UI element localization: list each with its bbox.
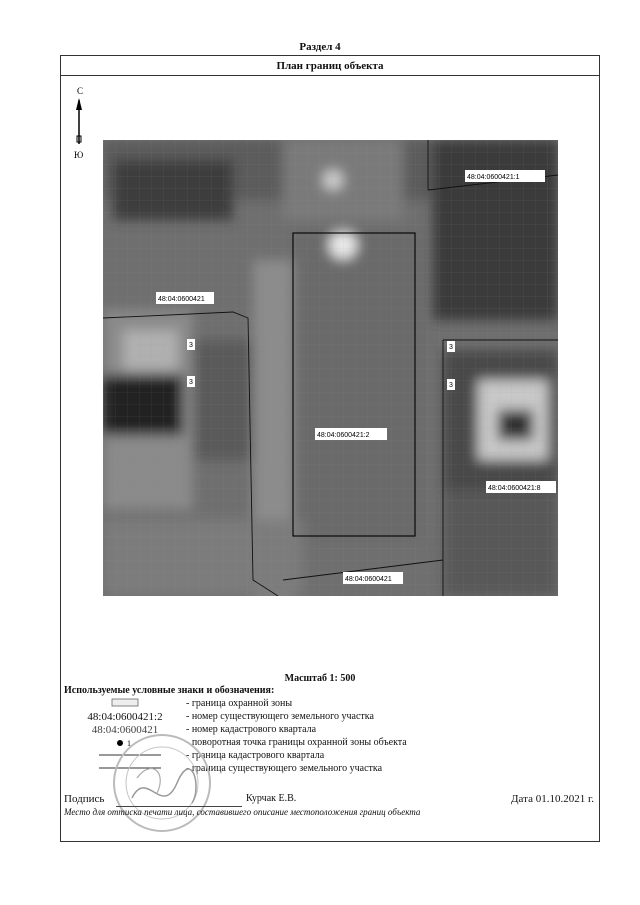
north-arrow-icon	[73, 86, 89, 162]
legend-symbol: 48:04:0600421	[91, 724, 159, 736]
legend-item	[70, 711, 490, 725]
legend-text: - граница существующего земельного участка	[186, 763, 383, 774]
point-label: 3	[189, 342, 193, 349]
map-image	[103, 140, 558, 596]
legend-text: - граница охранной зоны	[186, 698, 293, 709]
stamp-seal-image	[107, 728, 217, 843]
point-label: 3	[449, 344, 453, 351]
compass-north: С	[77, 86, 84, 96]
parcel-label-right: 48:04:0600421:8	[488, 485, 541, 492]
stamp-caption: Место для оттиска печати лица, составившего описание местоположения границ объекта	[64, 807, 421, 817]
legend-symbol: 1	[127, 739, 131, 748]
legend-item	[70, 698, 490, 712]
point-label: 3	[449, 382, 453, 389]
compass-south: Ю	[74, 150, 84, 160]
section-title: Раздел 4	[299, 41, 341, 53]
signature-label: Подпись	[64, 793, 105, 805]
legend-text: - граница кадастрового квартала	[186, 750, 325, 761]
parcel-label-top-right: 48:04:0600421:1	[467, 174, 520, 181]
legend-title: Используемые условные знаки и обозначения:	[64, 685, 275, 696]
map-scale: Масштаб 1: 500	[284, 673, 356, 684]
parcel-label-bottom: 48:04:0600421	[345, 576, 392, 583]
plan-title: План границ объекта	[61, 56, 599, 76]
signer-name: Курчак Е.В.	[246, 793, 297, 804]
parcel-label-center: 48:04:0600421:2	[317, 432, 370, 439]
legend-text: - номер кадастрового квартала	[186, 724, 317, 735]
legend-text: - номер существующего земельного участка	[186, 711, 374, 722]
legend-symbol: 48:04:0600421:2	[87, 711, 163, 723]
parcel-label-left: 48:04:0600421	[158, 296, 205, 303]
point-label: 3	[189, 379, 193, 386]
document-date: Дата 01.10.2021 г.	[511, 793, 594, 805]
protected-zone-symbol	[70, 698, 180, 711]
legend-text: - поворотная точка границы охранной зоны объекта	[186, 737, 407, 748]
